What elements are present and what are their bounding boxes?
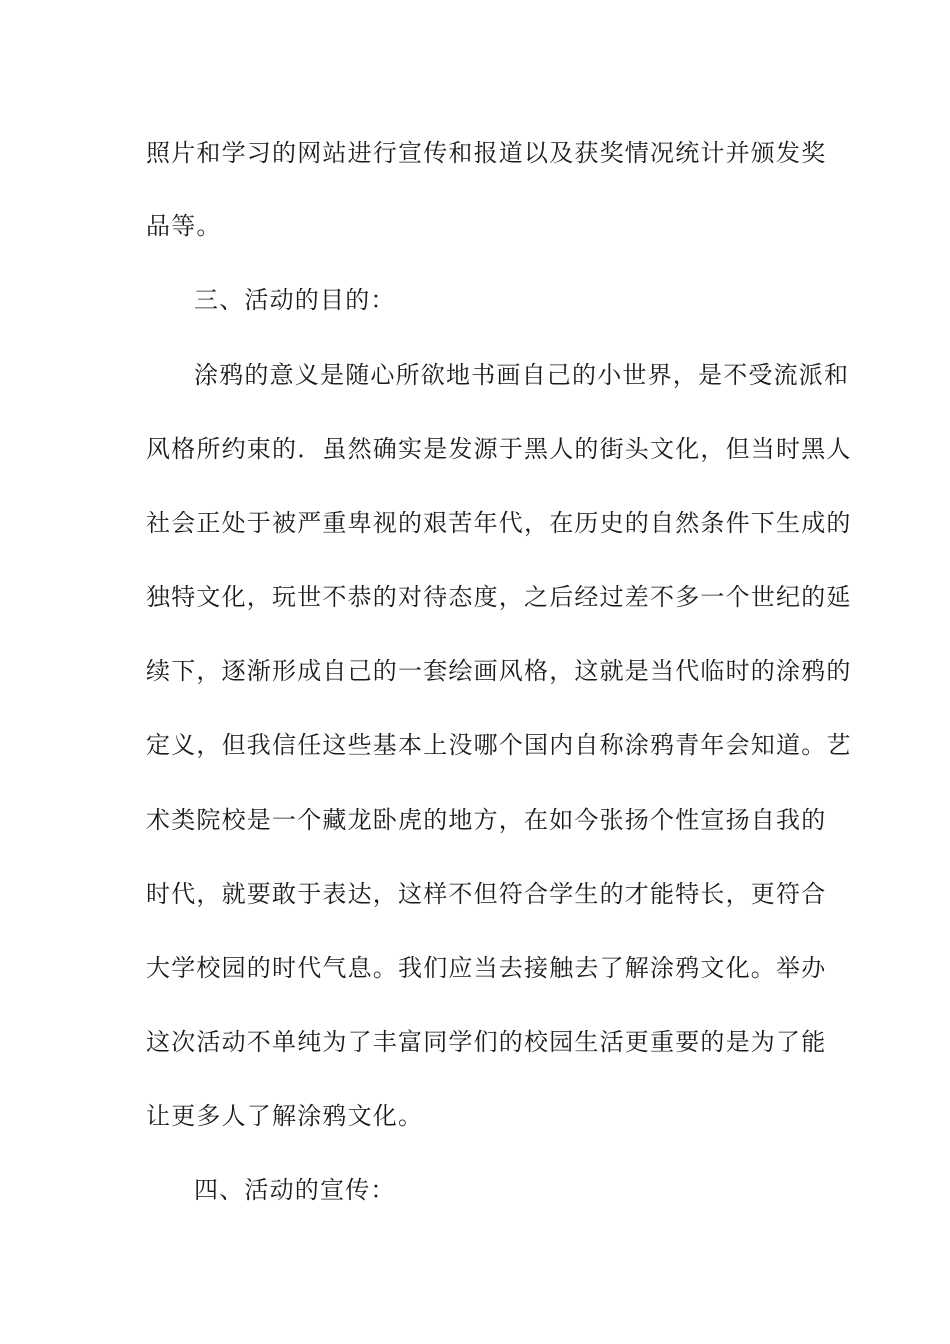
paragraph-line: 续下，逐渐形成自己的一套绘画风格，这就是当代临时的涂鸦的 bbox=[146, 657, 852, 685]
paragraph-line: 品等。 bbox=[146, 212, 222, 240]
paragraph-line: 让更多人了解涂鸦文化。 bbox=[146, 1102, 424, 1130]
paragraph-line: 时代，就要敢于表达，这样不但符合学生的才能特长，更符合 bbox=[146, 880, 827, 908]
paragraph-line: 大学校园的时代气息。我们应当去接触去了解涂鸦文化。举办 bbox=[146, 954, 827, 982]
paragraph-line: 风格所约束的．虽然确实是发源于黑人的街头文化，但当时黑人 bbox=[146, 435, 852, 463]
paragraph-line: 这次活动不单纯为了丰富同学们的校园生活更重要的是为了能 bbox=[146, 1028, 827, 1056]
paragraph-line: 涂鸦的意义是随心所欲地书画自己的小世界，是不受流派和 bbox=[194, 361, 850, 389]
paragraph-line: 术类院校是一个藏龙卧虎的地方，在如今张扬个性宣扬自我的 bbox=[146, 806, 827, 834]
paragraph-line: 照片和学习的网站进行宣传和报道以及获奖情况统计并颁发奖 bbox=[146, 139, 827, 167]
paragraph-line: 社会正处于被严重卑视的艰苦年代，在历史的自然条件下生成的 bbox=[146, 509, 852, 537]
paragraph-line: 独特文化，玩世不恭的对待态度，之后经过差不多一个世纪的延 bbox=[146, 583, 852, 611]
section-heading-purpose: 三、活动的目的： bbox=[194, 286, 396, 314]
paragraph-line: 定义，但我信任这些基本上没哪个国内自称涂鸦青年会知道。艺 bbox=[146, 731, 852, 759]
section-heading-promotion: 四、活动的宣传： bbox=[194, 1176, 396, 1204]
